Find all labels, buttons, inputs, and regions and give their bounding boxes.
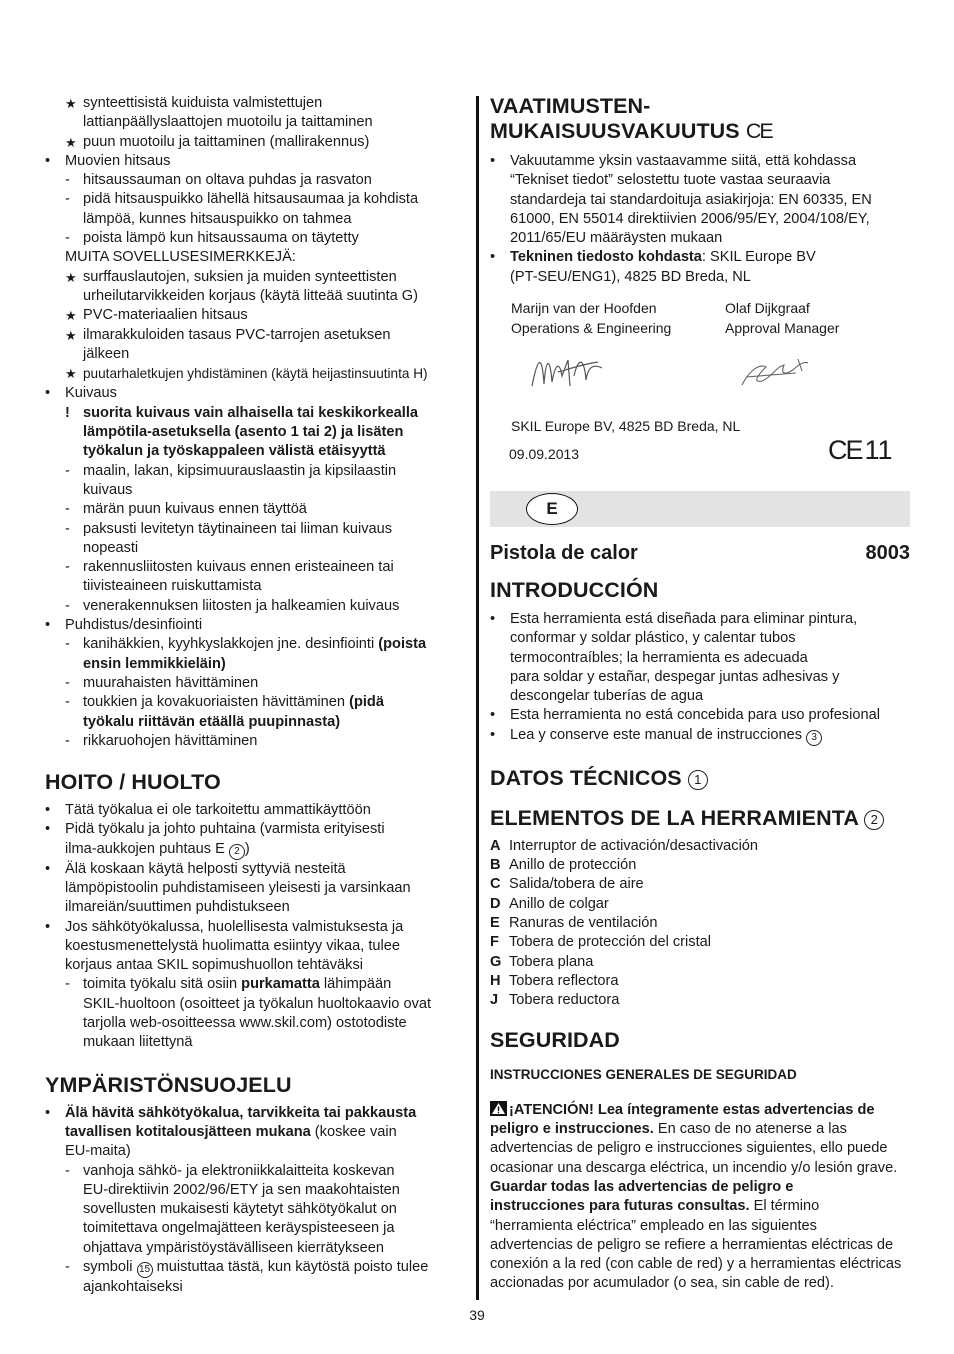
text-run: hitsaussauman on oltava puhdas ja rasvaton xyxy=(83,172,372,189)
text-run: ensin lemmikkieläin) xyxy=(83,655,226,672)
hoito-heading: HOITO / HUOLTO xyxy=(45,770,221,795)
list-line xyxy=(45,462,465,481)
column-divider xyxy=(476,96,479,1300)
declaration-heading-line1: VAATIMUSTEN- xyxy=(490,94,651,118)
list-line xyxy=(45,500,465,519)
element-text: Ranuras de ventilación xyxy=(509,914,658,931)
text-run: synteettisistä kuiduista valmistettujen xyxy=(83,95,323,111)
technical-file-value: : SKIL Europe BV xyxy=(701,249,816,266)
list-line xyxy=(45,1181,465,1200)
element-letter: H xyxy=(490,972,501,989)
list-line xyxy=(490,726,910,746)
product-name: Pistola de calor xyxy=(490,542,638,564)
page-number: 39 xyxy=(469,1307,485,1323)
text-run: nopeasti xyxy=(83,539,139,556)
text-run: kuivaus xyxy=(83,481,133,498)
list-line xyxy=(45,248,465,267)
dash-marker: - xyxy=(65,1162,70,1179)
text-run: pidä hitsauspuikko lähellä hitsausaumaa ja kohdista xyxy=(83,191,419,208)
seguridad-heading: SEGURIDAD xyxy=(490,1028,620,1053)
list-line xyxy=(45,655,465,674)
dash-marker: - xyxy=(65,732,70,749)
list-line xyxy=(490,171,910,190)
list-line xyxy=(490,629,910,648)
element-item xyxy=(490,856,910,875)
list-line xyxy=(45,975,465,994)
dash-marker: - xyxy=(65,694,70,711)
bullet-marker: • xyxy=(45,385,51,402)
bold-text: Älä hävitä sähkötyökalua, tarvikkeita tai pakkausta xyxy=(65,1104,417,1121)
signature-block xyxy=(490,298,910,488)
bullet-marker: • xyxy=(45,152,51,169)
list-line xyxy=(45,558,465,577)
figure-ref-icon: 2 xyxy=(229,844,245,860)
list-line xyxy=(45,820,465,839)
intro-heading: INTRODUCCIÓN xyxy=(490,578,659,602)
element-text: Tobera de protección del cristal xyxy=(509,934,711,951)
text-run: symboli xyxy=(83,1259,137,1276)
figure-ref-icon: 1 xyxy=(688,770,708,790)
datos-heading-text: DATOS TÉCNICOS xyxy=(490,765,682,790)
text-run: SKIL-huoltoon (osoitteet ja työkalun huoltokaavio ovat xyxy=(83,995,432,1012)
list-line xyxy=(45,133,465,152)
element-letter: F xyxy=(490,934,499,951)
text-run: märän puun kuivaus ennen täyttöä xyxy=(83,501,307,518)
text-run: puun muotoilu ja taittaminen (mallirakennus) xyxy=(83,133,370,150)
element-item xyxy=(490,914,910,933)
text-run: toimitettava ongelmajätteen keräyspisteeseen ja xyxy=(83,1220,395,1237)
declaration-heading-line2 xyxy=(490,119,910,144)
left-column xyxy=(45,94,465,1297)
element-letter: G xyxy=(490,953,502,970)
element-letter: C xyxy=(490,876,501,893)
element-text: Salida/tobera de aire xyxy=(509,876,644,893)
signer-2-role: Approval Manager xyxy=(725,320,840,337)
warning-line xyxy=(490,1217,910,1236)
list-line xyxy=(45,287,465,306)
warning-line xyxy=(490,1274,910,1293)
text-run: El término xyxy=(749,1198,820,1215)
warning-line xyxy=(490,1139,910,1158)
list-line xyxy=(45,404,465,423)
text-run: ocasionar una descarga eléctrica, un incendio y/o lesión grave. xyxy=(490,1159,898,1176)
datos-heading xyxy=(490,766,910,791)
element-item xyxy=(490,895,910,914)
list-line xyxy=(45,481,465,500)
text-run: ohjattava ympäristöystävälliseen kierrätykseen xyxy=(83,1239,384,1256)
ce-mark-with-number xyxy=(828,434,893,466)
dash-marker: - xyxy=(65,976,70,993)
intro-list xyxy=(490,610,910,746)
text-run: vanhoja sähkö- ja elektroniikkalaitteita koskevan xyxy=(83,1162,395,1179)
dash-marker: - xyxy=(65,559,70,576)
list-line xyxy=(45,268,465,287)
list-line xyxy=(45,210,465,229)
technical-file-bullet: • Tekninen tiedosto kohdasta: SKIL Europe BV xyxy=(490,249,816,266)
list-line xyxy=(45,190,465,209)
text-run: EU-maita) xyxy=(65,1143,131,1160)
elements-list xyxy=(490,837,910,1011)
text-run: lattianpäällyslaattojen muotoilu ja taittaminen xyxy=(83,114,373,131)
list-line xyxy=(490,229,910,248)
list-line xyxy=(490,687,910,706)
product-code: 8003 xyxy=(865,542,910,564)
text-run: muurahaisten hävittäminen xyxy=(83,674,259,691)
element-text: Anillo de protección xyxy=(509,857,637,874)
list-line xyxy=(45,442,465,461)
text-run: ilmarakkuloiden tasaus PVC-tarrojen asetuksen xyxy=(83,326,391,343)
text-run: ¡ATENCIÓN! Lea íntegramente estas advertencias de xyxy=(509,1101,875,1118)
list-line xyxy=(45,539,465,558)
element-letter: B xyxy=(490,857,501,874)
warning-line xyxy=(490,1101,910,1120)
list-line xyxy=(45,635,465,654)
safety-warning-text xyxy=(490,1101,910,1294)
element-text: Interruptor de activación/desactivación xyxy=(509,837,759,854)
element-item xyxy=(490,837,910,856)
text-run: jälkeen xyxy=(83,345,130,362)
list-line xyxy=(45,1219,465,1238)
text-run: termocontraíbles; la herramienta es adecuada xyxy=(510,649,808,666)
text-run: accionadas por acumulador (o sea, sin cable de red). xyxy=(490,1275,834,1292)
dash-marker: - xyxy=(65,1259,70,1276)
text-run: urheilutarvikkeiden korjaus (käytä litteää suutinta G) xyxy=(83,287,419,304)
text-run: Muovien hitsaus xyxy=(65,152,171,169)
text-run: 61000, EN 55014 direktiivien 2006/95/EY, 2004/108/EY, xyxy=(510,210,870,227)
language-badge: E xyxy=(526,493,578,525)
list-line xyxy=(45,995,465,1014)
text-run: (koskee vain xyxy=(310,1123,397,1140)
text-run: instrucciones para futuras consultas. xyxy=(490,1198,750,1215)
text-run: lähimpään xyxy=(319,976,392,993)
text-run: puutarhaletkujen yhdistäminen (käytä heijastinsuutinta H) xyxy=(83,366,428,382)
warning-line xyxy=(490,1159,910,1178)
element-item xyxy=(490,933,910,952)
list-line xyxy=(45,801,465,820)
list-line xyxy=(45,94,465,113)
star-marker: ★ xyxy=(65,134,77,150)
star-marker: ★ xyxy=(65,269,77,285)
bullet-marker: • xyxy=(490,726,496,743)
element-item xyxy=(490,991,910,1010)
bullet-marker: • xyxy=(45,802,51,819)
text-run: “Tekniset tiedot” selostettu tuote vastaa seuraavia xyxy=(510,172,831,189)
text-run: suorita kuivaus vain alhaisella tai keskikorkealla xyxy=(83,404,419,421)
text-run: toukkien ja kovakuoriaisten hävittäminen xyxy=(83,694,350,711)
text-run: descongelar tuberías de agua xyxy=(510,688,704,705)
bullet-marker: • xyxy=(490,707,496,724)
list-line xyxy=(45,326,465,345)
text-run: advertencias de peligro se refiere a herramientas eléctricas de xyxy=(490,1236,894,1253)
list-line xyxy=(45,1014,465,1033)
dash-marker: - xyxy=(65,674,70,691)
product-title-row xyxy=(490,540,910,568)
list-line xyxy=(490,706,910,725)
figure-ref-icon: 2 xyxy=(864,810,884,830)
ce-number: 11 xyxy=(864,435,893,466)
technical-file-label: Tekninen tiedosto kohdasta xyxy=(510,249,702,266)
list-line xyxy=(45,1200,465,1219)
list-line xyxy=(45,152,465,171)
list-line xyxy=(45,1258,465,1278)
bullet-marker: • xyxy=(45,1104,51,1121)
list-line xyxy=(45,577,465,596)
text-run: para soldar y estañar, despegar juntas adhesivas y xyxy=(510,668,840,685)
text-run: purkamatta xyxy=(241,976,320,993)
warning-line xyxy=(490,1178,910,1197)
text-run: “herramienta eléctrica” empleado en las siguientes xyxy=(490,1217,817,1234)
recycle-symbol-ref-icon: 15 xyxy=(137,1262,153,1278)
element-text: Tobera plana xyxy=(509,953,594,970)
text-run: Pidä työkalu ja johto puhtaina (varmista erityisesti xyxy=(65,821,385,838)
company-address: SKIL Europe BV, 4825 BD Breda, NL xyxy=(511,418,741,435)
dash-marker: - xyxy=(65,172,70,189)
element-text: Tobera reductora xyxy=(509,992,620,1009)
text-run: venerakennuksen liitosten ja halkeamien kuivaus xyxy=(83,597,400,614)
dash-marker: - xyxy=(65,501,70,518)
text-run: tarjolla web-osoitteessa www.skil.com) ostotodiste xyxy=(83,1015,407,1032)
list-line xyxy=(45,1142,465,1161)
list-line xyxy=(45,597,465,616)
text-run: standardeja tai standardoituja asiakirjoja: EN 60335, EN xyxy=(510,191,872,208)
text-run: EU-direktiivin 2002/96/ETY ja sen maakohtaisten xyxy=(83,1181,400,1198)
warning-line xyxy=(490,1236,910,1255)
signer-1-role: Operations & Engineering xyxy=(511,320,672,337)
element-letter: A xyxy=(490,837,501,854)
signature-1-image xyxy=(528,346,608,396)
text-run: ilma-aukkojen puhtaus E xyxy=(65,840,229,857)
declaration-heading-text: MUKAISUUSVAKUUTUS xyxy=(490,119,740,143)
bullet-marker: • xyxy=(45,617,51,634)
element-text: Anillo de colgar xyxy=(509,895,609,912)
element-text: Tobera reflectora xyxy=(509,972,619,989)
text-run: kanihäkkien, kyyhkyslakkojen jne. desinfiointi xyxy=(83,636,379,653)
text-run: surffauslautojen, suksien ja muiden synteettisten xyxy=(83,268,397,285)
list-line xyxy=(45,1239,465,1258)
elements-heading xyxy=(490,806,910,831)
element-item xyxy=(490,972,910,991)
list-line xyxy=(45,1278,465,1297)
environment-list xyxy=(45,1104,465,1298)
text-run: tavallisen kotitalousjätteen mukana xyxy=(65,1123,311,1140)
maintenance-list xyxy=(45,801,465,1053)
dash-marker: - xyxy=(65,462,70,479)
list-line xyxy=(45,113,465,132)
list-line xyxy=(45,918,465,937)
list-line xyxy=(45,860,465,879)
text-run: tiivisteaineen ruiskuttamista xyxy=(83,578,262,595)
list-line xyxy=(45,364,465,384)
list-line xyxy=(490,649,910,668)
text-run: En caso de no atenerse a las xyxy=(653,1121,847,1138)
text-run: Kuivaus xyxy=(65,385,117,402)
text-run: mukaan liitettynä xyxy=(83,1034,193,1051)
text-run: Jos sähkötyökalussa, huolellisesta valmistuksesta ja xyxy=(65,918,404,935)
bullet-marker: • xyxy=(45,821,51,838)
text-run: paksusti levitetyn täytinaineen tai liiman kuivaus xyxy=(83,520,393,537)
text-run: sovellusten mukaisesti käytetyt sähkötyökalut on xyxy=(83,1201,397,1218)
text-run: ajankohtaiseksi xyxy=(83,1279,183,1296)
list-line xyxy=(45,306,465,325)
text-run: lämpötila-asetuksella (asento 1 tai 2) ja lisäten xyxy=(83,424,404,441)
text-run: Guardar todas las advertencias de peligro e xyxy=(490,1178,794,1195)
declaration-date: 09.09.2013 xyxy=(509,446,580,463)
dash-marker: - xyxy=(65,230,70,247)
text-run: rikkaruohojen hävittäminen xyxy=(83,732,258,749)
dash-marker: - xyxy=(65,191,70,208)
bullet-marker: • xyxy=(490,153,496,169)
ymparisto-heading: YMPÄRISTÖNSUOJELU xyxy=(45,1072,292,1097)
text-run: Älä koskaan käytä helposti syttyviä nesteitä xyxy=(65,860,346,877)
element-item xyxy=(490,953,910,972)
text-run: Esta herramienta está diseñada para eliminar pintura, xyxy=(510,611,858,627)
list-line xyxy=(45,1162,465,1181)
bullet-marker: • xyxy=(490,611,496,627)
ce-mark-icon: CE xyxy=(828,435,862,466)
text-run: Esta herramienta no está concebida para uso profesional xyxy=(510,707,880,724)
list-line xyxy=(490,191,910,210)
list-line xyxy=(45,898,465,917)
star-marker: ★ xyxy=(65,366,77,382)
list-line xyxy=(490,152,910,171)
list-line xyxy=(45,732,465,751)
text-run: rakennusliitosten kuivaus ennen eristeaineen tai xyxy=(83,559,394,576)
figure-ref-icon: 3 xyxy=(806,730,822,746)
signer-2-name: Olaf Dijkgraaf xyxy=(725,300,810,317)
right-spanish-section xyxy=(490,540,910,1294)
technical-file-line2: (PT-SEU/ENG1), 4825 BD Breda, NL xyxy=(510,268,751,285)
language-bar xyxy=(490,491,910,527)
warning-line xyxy=(490,1255,910,1274)
signature-2-image xyxy=(736,353,816,393)
list-line xyxy=(45,674,465,693)
list-line xyxy=(45,1123,465,1142)
text-run: peligro e instrucciones. xyxy=(490,1121,654,1138)
text-run: (pidä xyxy=(349,694,384,711)
list-line xyxy=(45,1104,465,1123)
text-run: korjaus antaa SKIL sopimushuollon tehtäväksi xyxy=(65,957,363,974)
dash-marker: - xyxy=(65,597,70,614)
text-run: lämpöä, kunnes hitsauspuikko on tahmea xyxy=(83,210,352,227)
list-line xyxy=(45,693,465,712)
warning-line xyxy=(490,1120,910,1139)
text-run: PVC-materiaalien hitsaus xyxy=(83,307,248,324)
list-line xyxy=(45,616,465,635)
element-item xyxy=(490,875,910,894)
element-letter: E xyxy=(490,914,500,931)
text-run: Vakuutamme yksin vastaavamme siitä, että kohdassa xyxy=(510,153,857,169)
text-run: Puhdistus/desinfiointi xyxy=(65,617,203,634)
star-marker: ★ xyxy=(65,308,77,324)
declaration-bullet xyxy=(490,152,910,248)
text-run: koestusmenettelystä huolimatta esiintyy vikaa, tulee xyxy=(65,937,401,954)
text-run: (poista xyxy=(378,636,427,653)
element-letter: D xyxy=(490,895,501,912)
excl-marker: ! xyxy=(65,404,70,421)
text-run: advertencias de peligro e instrucciones siguientes, ello puede xyxy=(490,1140,888,1157)
applications-list xyxy=(45,94,465,751)
text-run: conexión a la red (con cable de red) y a herramientas eléctricas xyxy=(490,1256,902,1273)
text-run: muistuttaa tästä, kun käytöstä poisto tulee xyxy=(152,1259,429,1276)
list-line xyxy=(45,879,465,898)
element-letter: J xyxy=(490,992,499,1009)
text-run: ) xyxy=(244,840,250,857)
right-column xyxy=(490,94,910,488)
text-run: MUITA SOVELLUSESIMERKKEJÄ: xyxy=(65,249,296,266)
list-line xyxy=(45,229,465,248)
text-run: Tätä työkalua ei ole tarkoitettu ammattikäyttöön xyxy=(65,802,371,819)
list-line xyxy=(45,171,465,190)
list-line xyxy=(490,210,910,229)
text-run: työkalun ja työskappaleen välistä etäisyyttä xyxy=(83,443,386,460)
list-line xyxy=(490,610,910,629)
list-line xyxy=(45,345,465,364)
text-run: maalin, lakan, kipsimuurauslaastin ja kipsilaastin xyxy=(83,462,397,479)
dash-marker: - xyxy=(65,636,70,653)
list-line xyxy=(490,668,910,687)
text-run: poista lämpö kun hitsaussauma on täytetty xyxy=(83,230,359,247)
list-line xyxy=(45,937,465,956)
warning-line xyxy=(490,1197,910,1216)
bullet-marker: • xyxy=(45,860,51,877)
list-line xyxy=(45,956,465,975)
elements-heading-text: ELEMENTOS DE LA HERRAMIENTA xyxy=(490,805,859,830)
dash-marker: - xyxy=(65,520,70,537)
safety-subtitle: INSTRUCCIONES GENERALES DE SEGURIDAD xyxy=(490,1067,797,1083)
list-line xyxy=(45,520,465,539)
signer-1-name: Marijn van der Hoofden xyxy=(511,300,657,317)
text-run: conformar y soldar plástico, y calentar tubos xyxy=(510,630,796,647)
list-line xyxy=(45,1033,465,1052)
star-marker: ★ xyxy=(65,96,77,111)
text-run: 2011/65/EU määräysten mukaan xyxy=(510,230,723,247)
text-run: ilmareiän/suuttimen puhdistukseen xyxy=(65,899,290,916)
text-run: lämpöpistoolin puhdistamiseen yleisesti ja varsinkaan xyxy=(65,879,411,896)
list-line xyxy=(45,384,465,403)
warning-triangle-icon xyxy=(490,1101,507,1116)
text-run: toimita työkalu sitä osiin xyxy=(83,976,242,993)
bullet-marker: • xyxy=(45,918,51,935)
list-line xyxy=(45,423,465,442)
star-marker: ★ xyxy=(65,327,77,343)
list-line xyxy=(45,713,465,732)
list-line xyxy=(45,840,465,860)
ce-mark-icon: CE xyxy=(745,119,772,143)
text-run: työkalu riittävän etäällä puupinnasta) xyxy=(83,713,341,730)
text-run: Lea y conserve este manual de instrucciones xyxy=(510,726,807,743)
